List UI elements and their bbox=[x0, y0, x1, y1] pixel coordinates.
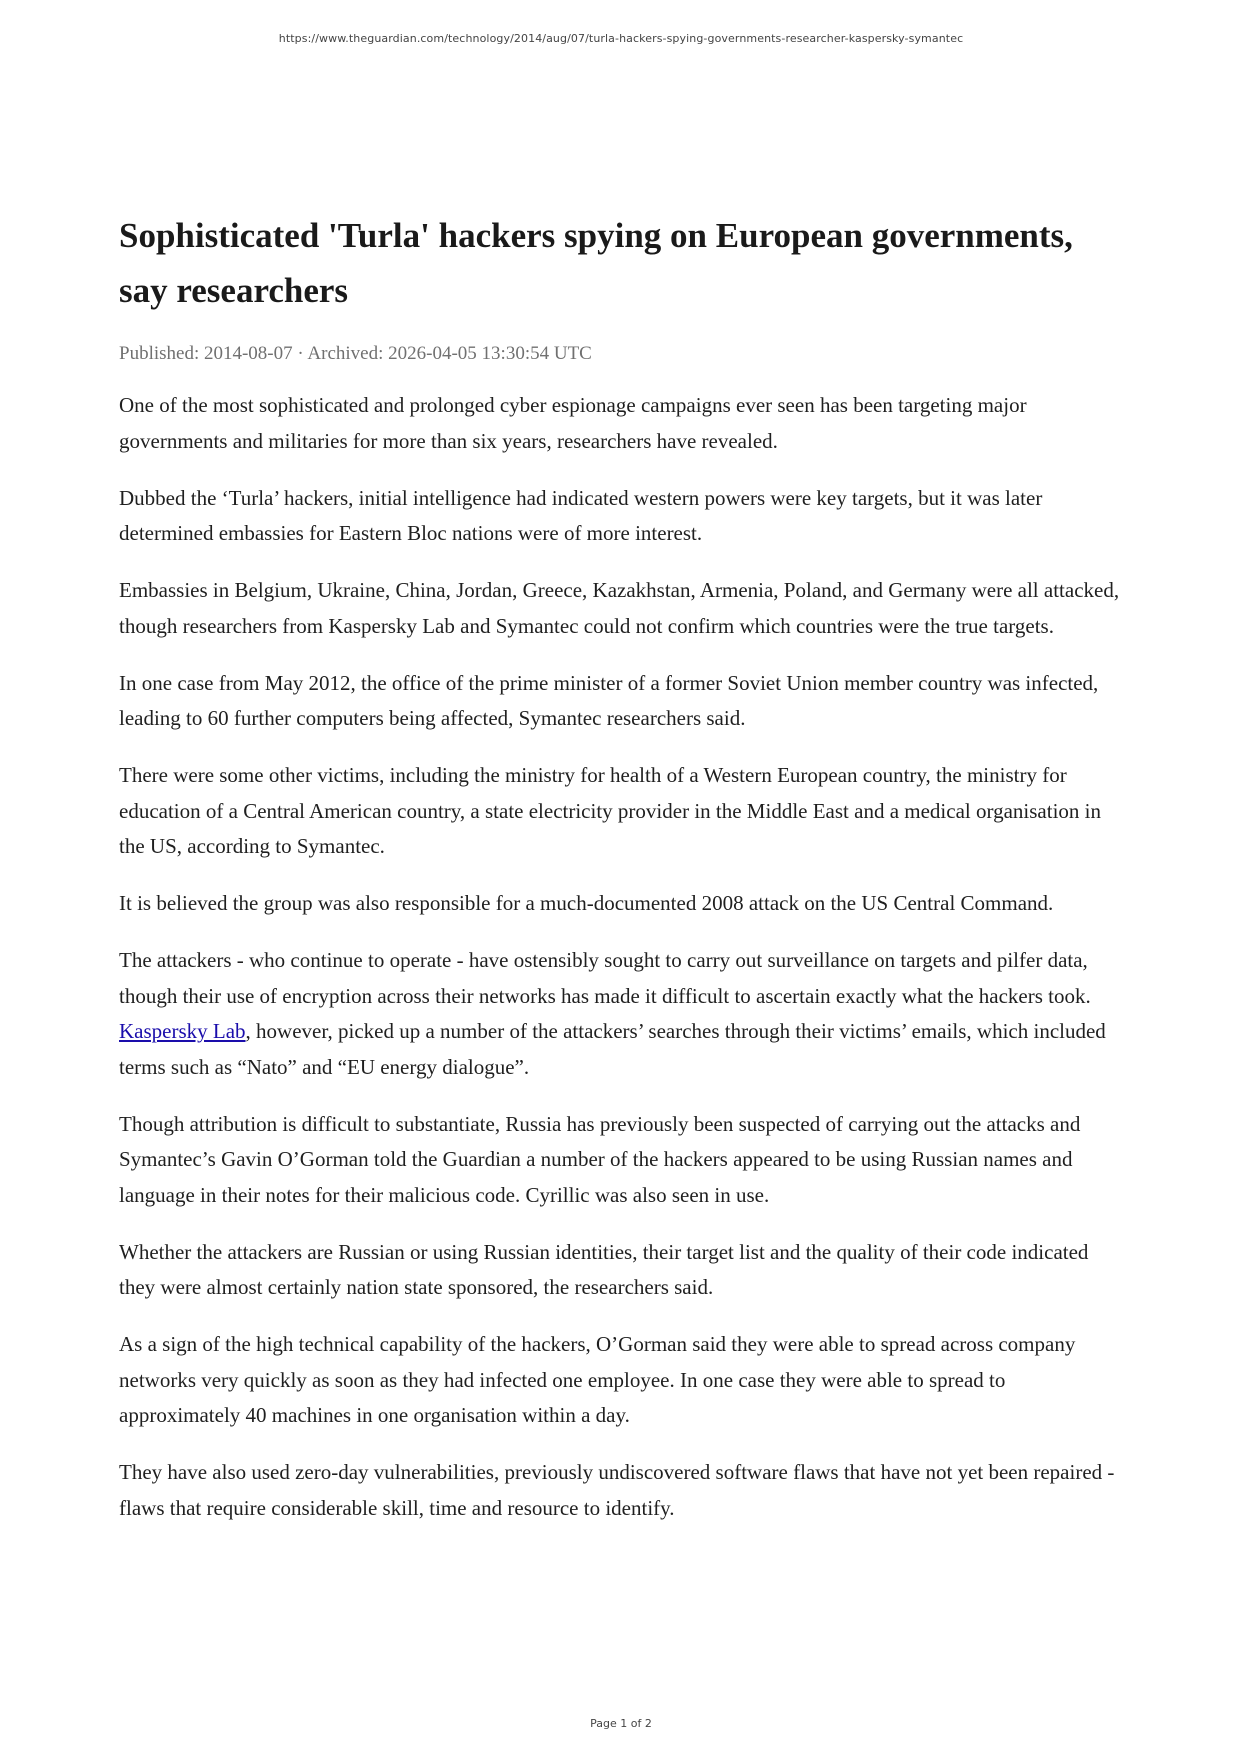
paragraph: Though attribution is difficult to substantiate, Russia has previously been suspected of carrying out the attacks and Symantec’s Gavin O’Gorman told the Guardian a number of the hackers appeared to be using Russian names and language in their notes for their malicious code. Cyrillic was also seen in use. bbox=[119, 1111, 1081, 1207]
paragraph: Embassies in Belgium, Ukraine, China, Jordan, Greece, Kazakhstan, Armenia, Poland, and Germany were all attacked, though researchers from Kaspersky Lab and Symantec could not confirm which countries were the true targets. bbox=[119, 578, 1120, 638]
page-number: Page 1 of 2 bbox=[590, 1717, 652, 1730]
kaspersky-lab-link[interactable]: Kaspersky Lab bbox=[119, 1019, 246, 1043]
paragraph-text-after-link: , however, picked up a number of the attackers’ searches through their victims’ emails, which included terms such as “Nato” and “EU energy dialogue”. bbox=[119, 1019, 1106, 1079]
article bbox=[119, 208, 1129, 1548]
paragraph-text-before-link: The attackers - who continue to operate - have ostensibly sought to carry out surveillance on targets and pilfer data, though their use of encryption across their networks has made it difficult to ascertain exactly what the hackers took. bbox=[119, 948, 1091, 1008]
article-meta: Published: 2014-08-07 · Archived: 2026-04-05 13:30:54 UTC bbox=[119, 343, 592, 364]
paragraph: Dubbed the ‘Turla’ hackers, initial intelligence had indicated western powers were key targets, but it was later determined embassies for Eastern Bloc nations were of more interest. bbox=[119, 485, 1043, 545]
paragraph: One of the most sophisticated and prolonged cyber espionage campaigns ever seen has been targeting major governments and militaries for more than six years, researchers have revealed. bbox=[119, 393, 1027, 453]
article-title: Sophisticated 'Turla' hackers spying on European governments, say researchers bbox=[119, 216, 1073, 310]
paragraph: There were some other victims, including the ministry for health of a Western European country, the ministry for education of a Central American country, a state electricity provider in the Middle East and a medical organisation in the US, according to Symantec. bbox=[119, 763, 1101, 858]
paragraph-with-link bbox=[119, 943, 1129, 1085]
paragraph: In one case from May 2012, the office of the prime minister of a former Soviet Union member country was infected, leading to 60 further computers being affected, Symantec researchers said. bbox=[119, 670, 1099, 730]
paragraph: As a sign of the high technical capability of the hackers, O’Gorman said they were able to spread across company networks very quickly as soon as they had infected one employee. In one case they were able to spread to approximately 40 machines in one organisation within a day. bbox=[119, 1332, 1076, 1427]
page-url: https://www.theguardian.com/technology/2014/aug/07/turla-hackers-spying-governments-researcher-kaspersky-symantec bbox=[278, 32, 964, 45]
paragraph: They have also used zero-day vulnerabilities, previously undiscovered software flaws that have not yet been repaired - flaws that require considerable skill, time and resource to identify. bbox=[119, 1460, 1115, 1520]
paragraph: Whether the attackers are Russian or using Russian identities, their target list and the quality of their code indicated they were almost certainly nation state sponsored, the researchers said. bbox=[119, 1239, 1089, 1299]
article-body bbox=[119, 388, 1129, 1526]
paragraph: It is believed the group was also responsible for a much-documented 2008 attack on the US Central Command. bbox=[119, 891, 1054, 915]
